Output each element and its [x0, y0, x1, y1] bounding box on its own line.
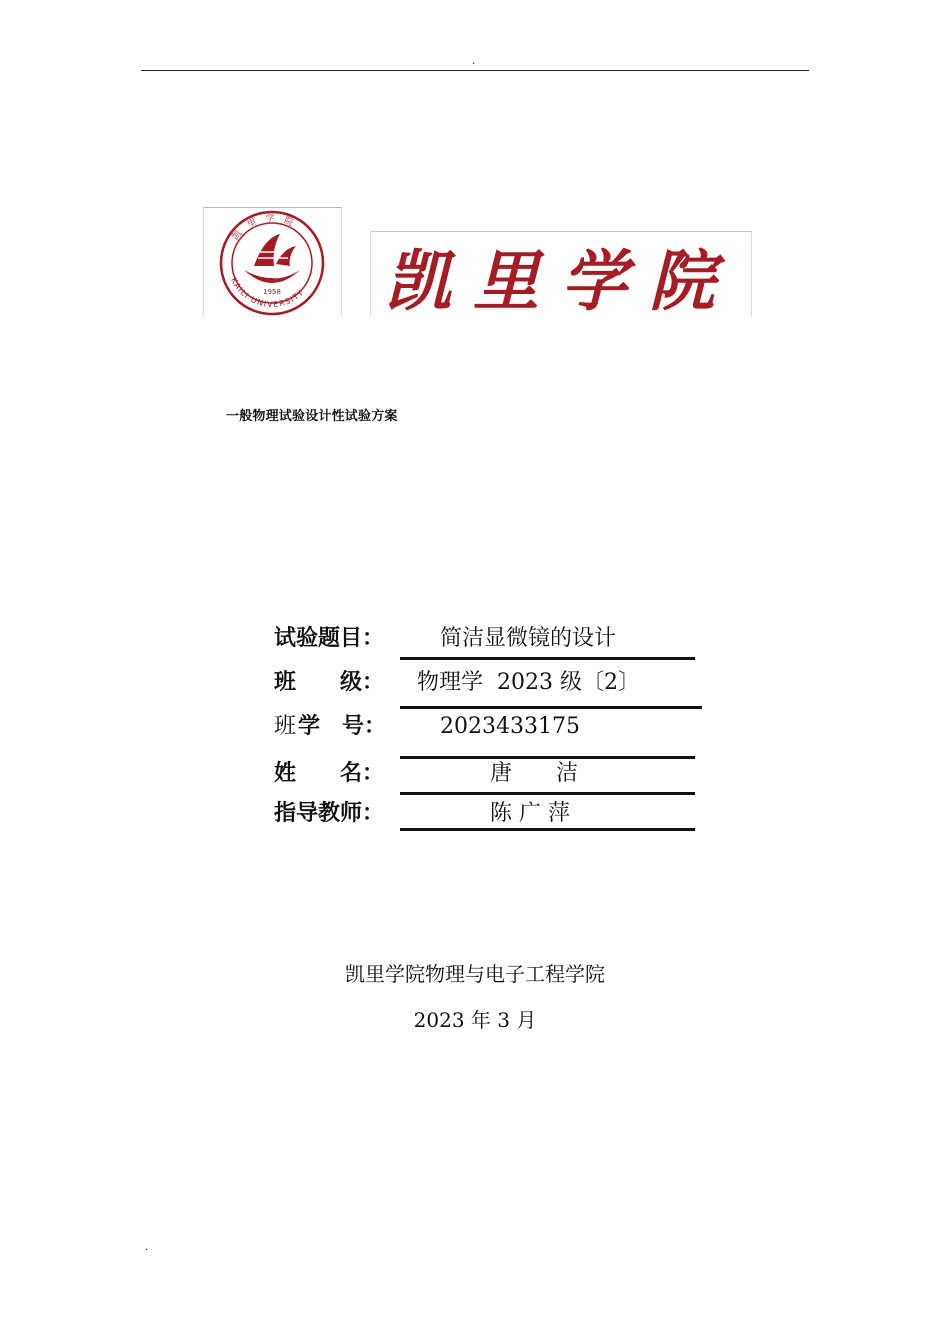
- class-underline: [400, 706, 702, 709]
- seal-bottom-text: KAILI UNIVERSITY: [229, 276, 307, 310]
- seal-emblem-icon: [214, 208, 330, 316]
- title-label: 试验题目：: [274, 626, 385, 651]
- calligraphy-logo: [370, 231, 752, 317]
- advisor-underline: [400, 828, 695, 831]
- title-value: 简洁显微镜的设计: [440, 626, 617, 651]
- class-value: 物理学 2023 级〔2〕: [417, 670, 640, 695]
- name-underline: [400, 792, 695, 795]
- id-label: 学 号：: [298, 714, 387, 739]
- advisor-label: 指导教师：: [274, 801, 385, 826]
- calligraphy-wordmark: [371, 232, 751, 317]
- advisor-value: 陈 广 萍: [490, 801, 570, 826]
- document-subtitle: 一般物理试验设计性试验方案: [226, 409, 398, 424]
- id-label-prefix: 班: [274, 714, 297, 739]
- seal-top-text: 凯 里 学 院: [230, 213, 298, 243]
- id-underline: [400, 756, 695, 759]
- header-rule: [141, 70, 809, 71]
- seal-year: 1958: [263, 288, 281, 296]
- university-seal-logo: [203, 207, 342, 317]
- name-value: 唐 洁: [490, 761, 579, 786]
- name-label: 姓 名：: [274, 761, 385, 786]
- corner-mark: .: [145, 1242, 149, 1253]
- calligraphy-text: 凯里学院: [385, 242, 737, 317]
- id-value: 2023433175: [440, 714, 580, 739]
- class-label: 班 级：: [274, 670, 385, 695]
- institution-name: 凯里学院物理与电子工程学院: [345, 962, 605, 986]
- document-date: 2023 年 3 月: [413, 1008, 537, 1032]
- title-underline: [400, 657, 695, 660]
- header-mark: .: [472, 56, 476, 67]
